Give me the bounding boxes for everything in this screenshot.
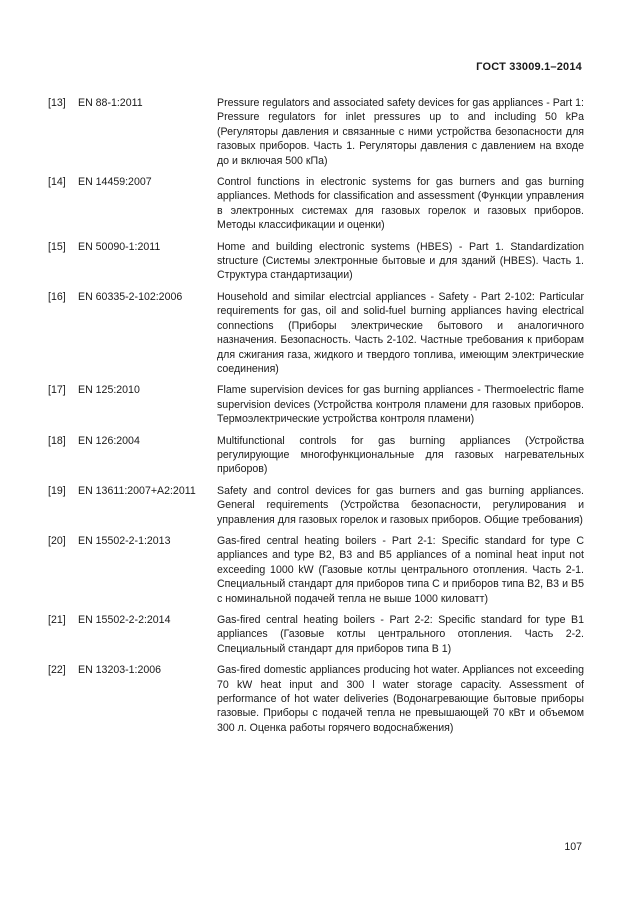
- reference-number: [13]: [48, 97, 66, 109]
- reference-title: Household and similar electrcial appliances - Safety - Part 2-102: Particular requirements for gas, oil and solid-fuel burning appliances having electrical connections (Приборы электрические бытового и аналогичного назначения. Безопасность. Часть 2-102. Частные требования к приборам для сжигания газа, жидкого и твердого топлива, имеющим электрические соединения): [217, 290, 584, 375]
- reference-code: EN 60335-2-102:2006: [78, 290, 183, 303]
- reference-code: EN 13611:2007+A2:2011: [78, 484, 196, 497]
- reference-entry: [48, 290, 584, 376]
- reference-number: [18]: [48, 434, 66, 447]
- reference-number: [14]: [48, 176, 66, 189]
- reference-code: EN 88-1:2011: [78, 97, 143, 109]
- reference-number: [20]: [48, 534, 66, 547]
- reference-entry: [48, 613, 584, 656]
- reference-title: Flame supervision devices for gas burning appliances - Thermoelectric flame supervision devices (Устройства контроля пламени для газовых приборов. Термоэлектрические устройства контроля пламени): [217, 384, 584, 426]
- reference-code: EN 125:2010: [78, 384, 140, 397]
- reference-entry: [48, 240, 584, 283]
- reference-title: Gas-fired central heating boilers - Part 2-1: Specific standard for type C appliances and type B2, B3 and B5 appliances of a nominal heat input not exceeding 1000 kW (Газовые котлы центрального отопления. Часть 2-1. Специальный стандарт для приборов типа С и приборов типа В2, В3 и В5 с номинальной подачей тепла не выше 1000 киловатт): [217, 534, 584, 605]
- reference-number: [16]: [48, 290, 66, 303]
- reference-title: Home and building electronic systems (HBES) - Part 1. Standardization structure (Системы электронные бытовые и для зданий (HBES). Часть 1. Структура стандартизации): [217, 240, 584, 282]
- reference-code: EN 14459:2007: [78, 176, 152, 189]
- reference-entry: [48, 434, 584, 477]
- reference-code: EN 15502-2-2:2014: [78, 614, 171, 626]
- reference-entry: [48, 663, 584, 735]
- reference-title: Control functions in electronic systems for gas burners and gas burning appliances. Methods for classification and assessment (Функции управления в электронных системах для газовых горелок и газовых приборов. Методы классификации и оценки): [217, 176, 584, 232]
- reference-entry: [48, 175, 584, 233]
- reference-number: [15]: [48, 240, 66, 253]
- reference-number: [21]: [48, 614, 66, 626]
- reference-code: EN 50090-1:2011: [78, 240, 161, 253]
- reference-title: Pressure regulators and associated safety devices for gas appliances - Part 1: Pressure regulators for inlet pressures up to and including 50 kPa (Регуляторы давления и связанные с ними устройства безопасности для газовых приборов. Часть 1. Регуляторы давления с давлением на входе до и включая 500 кПа): [217, 97, 584, 167]
- reference-title: Gas-fired central heating boilers - Part 2-2: Specific standard for type B1 appliances (Газовые котлы центрального отопления. Часть 2-2. Специальный стандарт для приборов типа В 1): [217, 614, 584, 655]
- reference-number: [17]: [48, 384, 66, 397]
- reference-code: EN 126:2004: [78, 434, 140, 447]
- reference-code: EN 15502-2-1:2013: [78, 534, 171, 547]
- reference-entry: [48, 484, 584, 527]
- reference-title: Gas-fired domestic appliances producing hot water. Appliances not exceeding 70 kW heat input and 300 l water storage capacity. Assessment of performance of hot water deliveries (Водонагревающие бытовые приборы газовые. Приборы с подачей тепла не превышающей 70 кВт и объемом 300 л. Оценка работы горячего водоснабжения): [217, 664, 584, 734]
- reference-number: [22]: [48, 664, 66, 677]
- reference-entry: [48, 96, 584, 168]
- reference-number: [19]: [48, 484, 66, 497]
- document-standard-header: ГОСТ 33009.1–2014: [476, 61, 582, 73]
- reference-code: EN 13203-1:2006: [78, 664, 162, 677]
- reference-list: [48, 96, 584, 742]
- reference-entry: [48, 383, 584, 426]
- reference-title: Safety and control devices for gas burners and gas burning appliances. General requirements (Устройства безопасности, регулирования и управления для газовых горелок и газовых приборов. Общие требования): [217, 484, 584, 526]
- page-number: 107: [564, 841, 582, 853]
- reference-title: Multifunctional controls for gas burning appliances (Устройства регулирующие многофункциональные для газовых нагревательных приборов): [217, 434, 584, 476]
- reference-entry: [48, 534, 584, 606]
